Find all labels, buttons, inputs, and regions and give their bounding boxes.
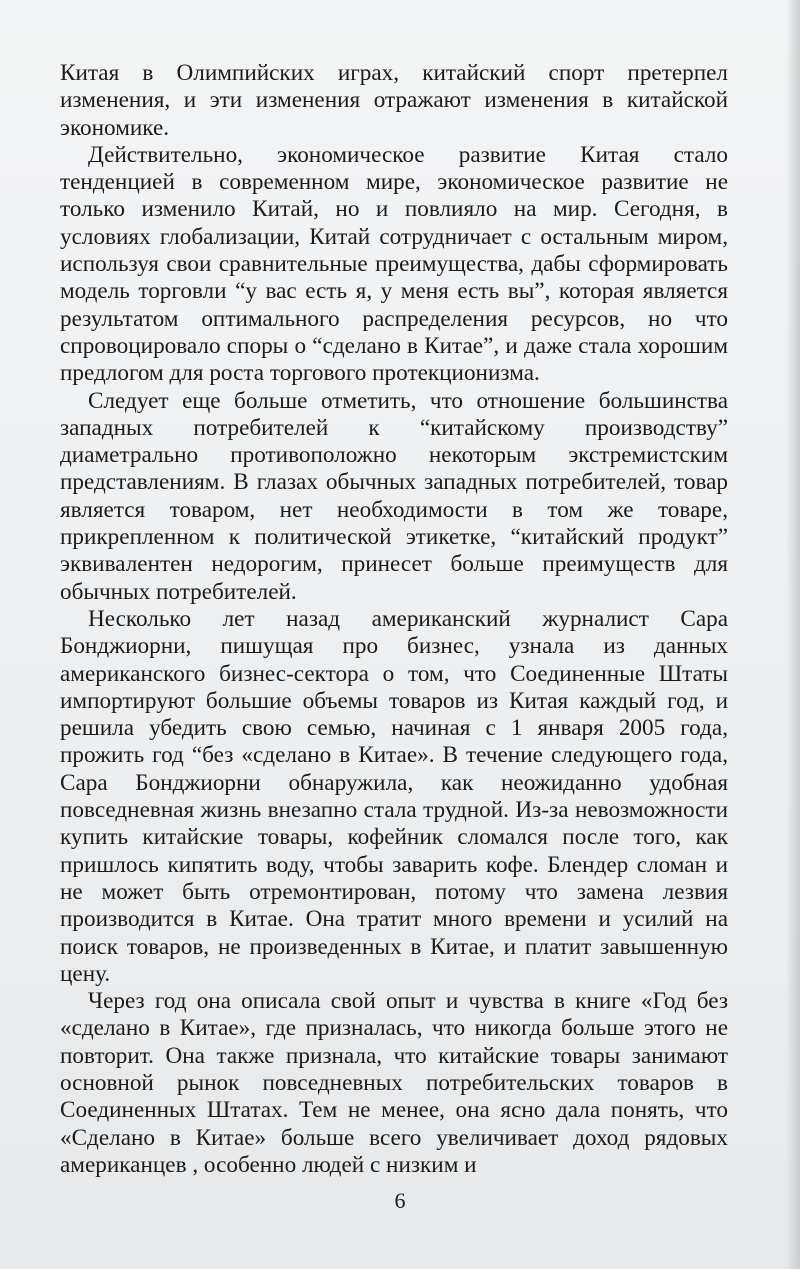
paragraph-book-experience: Через год она описала свой опыт и чувства в книге «Год без «сделано в Китае», где призналась, что никогда больше этого не повторит. Она также признала, что китайские товары занимают основной рынок повседневных потребительских товаров в Соединенных Штатах. Тем не менее, она ясно дала понять, что «Сделано в Китае» больше всего увеличивает доход рядовых американцев , особенно людей с низким и [60, 988, 728, 1178]
body-text [60, 60, 728, 1179]
paragraph-continuation: Китая в Олимпийских играх, китайский спорт претерпел изменения, и эти изменения отражают изменения в китайской экономике. [60, 60, 728, 141]
paragraph-economic-development: Действительно, экономическое развитие Китая стало тенденцией в современном мире, экономическое развитие не только изменило Китай, но и повлияло на мир. Сегодня, в условиях глобализации, Китай сотрудничает с остальным миром, используя свои сравнительные преимущества, дабы сформировать модель торговли “у вас есть я, у меня есть вы”, которая является результатом оптимального распределения ресурсов, но что спровоцировало споры о “сделано в Китае”, и даже стала хорошим предлогом для роста торгового протекционизма. [60, 141, 728, 387]
paragraph-western-consumers: Следует еще больше отметить, что отношение большинства западных потребителей к “китайскому производству” диаметрально противоположно некоторым экстремистским представлениям. В глазах обычных западных потребителей, товар является товаром, нет необходимости в том же товаре, прикрепленном к политической этикетке, “китайский продукт” эквивалентен недорогим, принесет больше преимуществ для обычных потребителей. [60, 387, 728, 605]
page-number: 6 [394, 1188, 406, 1213]
paragraph-sara-bongiorni: Несколько лет назад американский журналист Сара Бонджиорни, пишущая про бизнес, узнала из данных американского бизнес-сектора о том, что Соединенные Штаты импортируют большие объемы товаров из Китая каждый год, и решила убедить свою семью, начиная с 1 января 2005 года, прожить год “без «сделано в Китае». В течение следующего года, Сара Бонджиорни обнаружила, как неожиданно удобная повседневная жизнь внезапно стала трудной. Из-за невозможности купить китайские товары, кофейник сломался после того, как пришлось кипятить воду, чтобы заварить кофе. Блендер сломан и не может быть отремонтирован, потому что замена лезвия производится в Китае. Она тратит много времени и усилий на поиск товаров, не произведенных в Китае, и платит завышенную цену. [60, 605, 728, 987]
page-edge-shadow [786, 0, 800, 1269]
